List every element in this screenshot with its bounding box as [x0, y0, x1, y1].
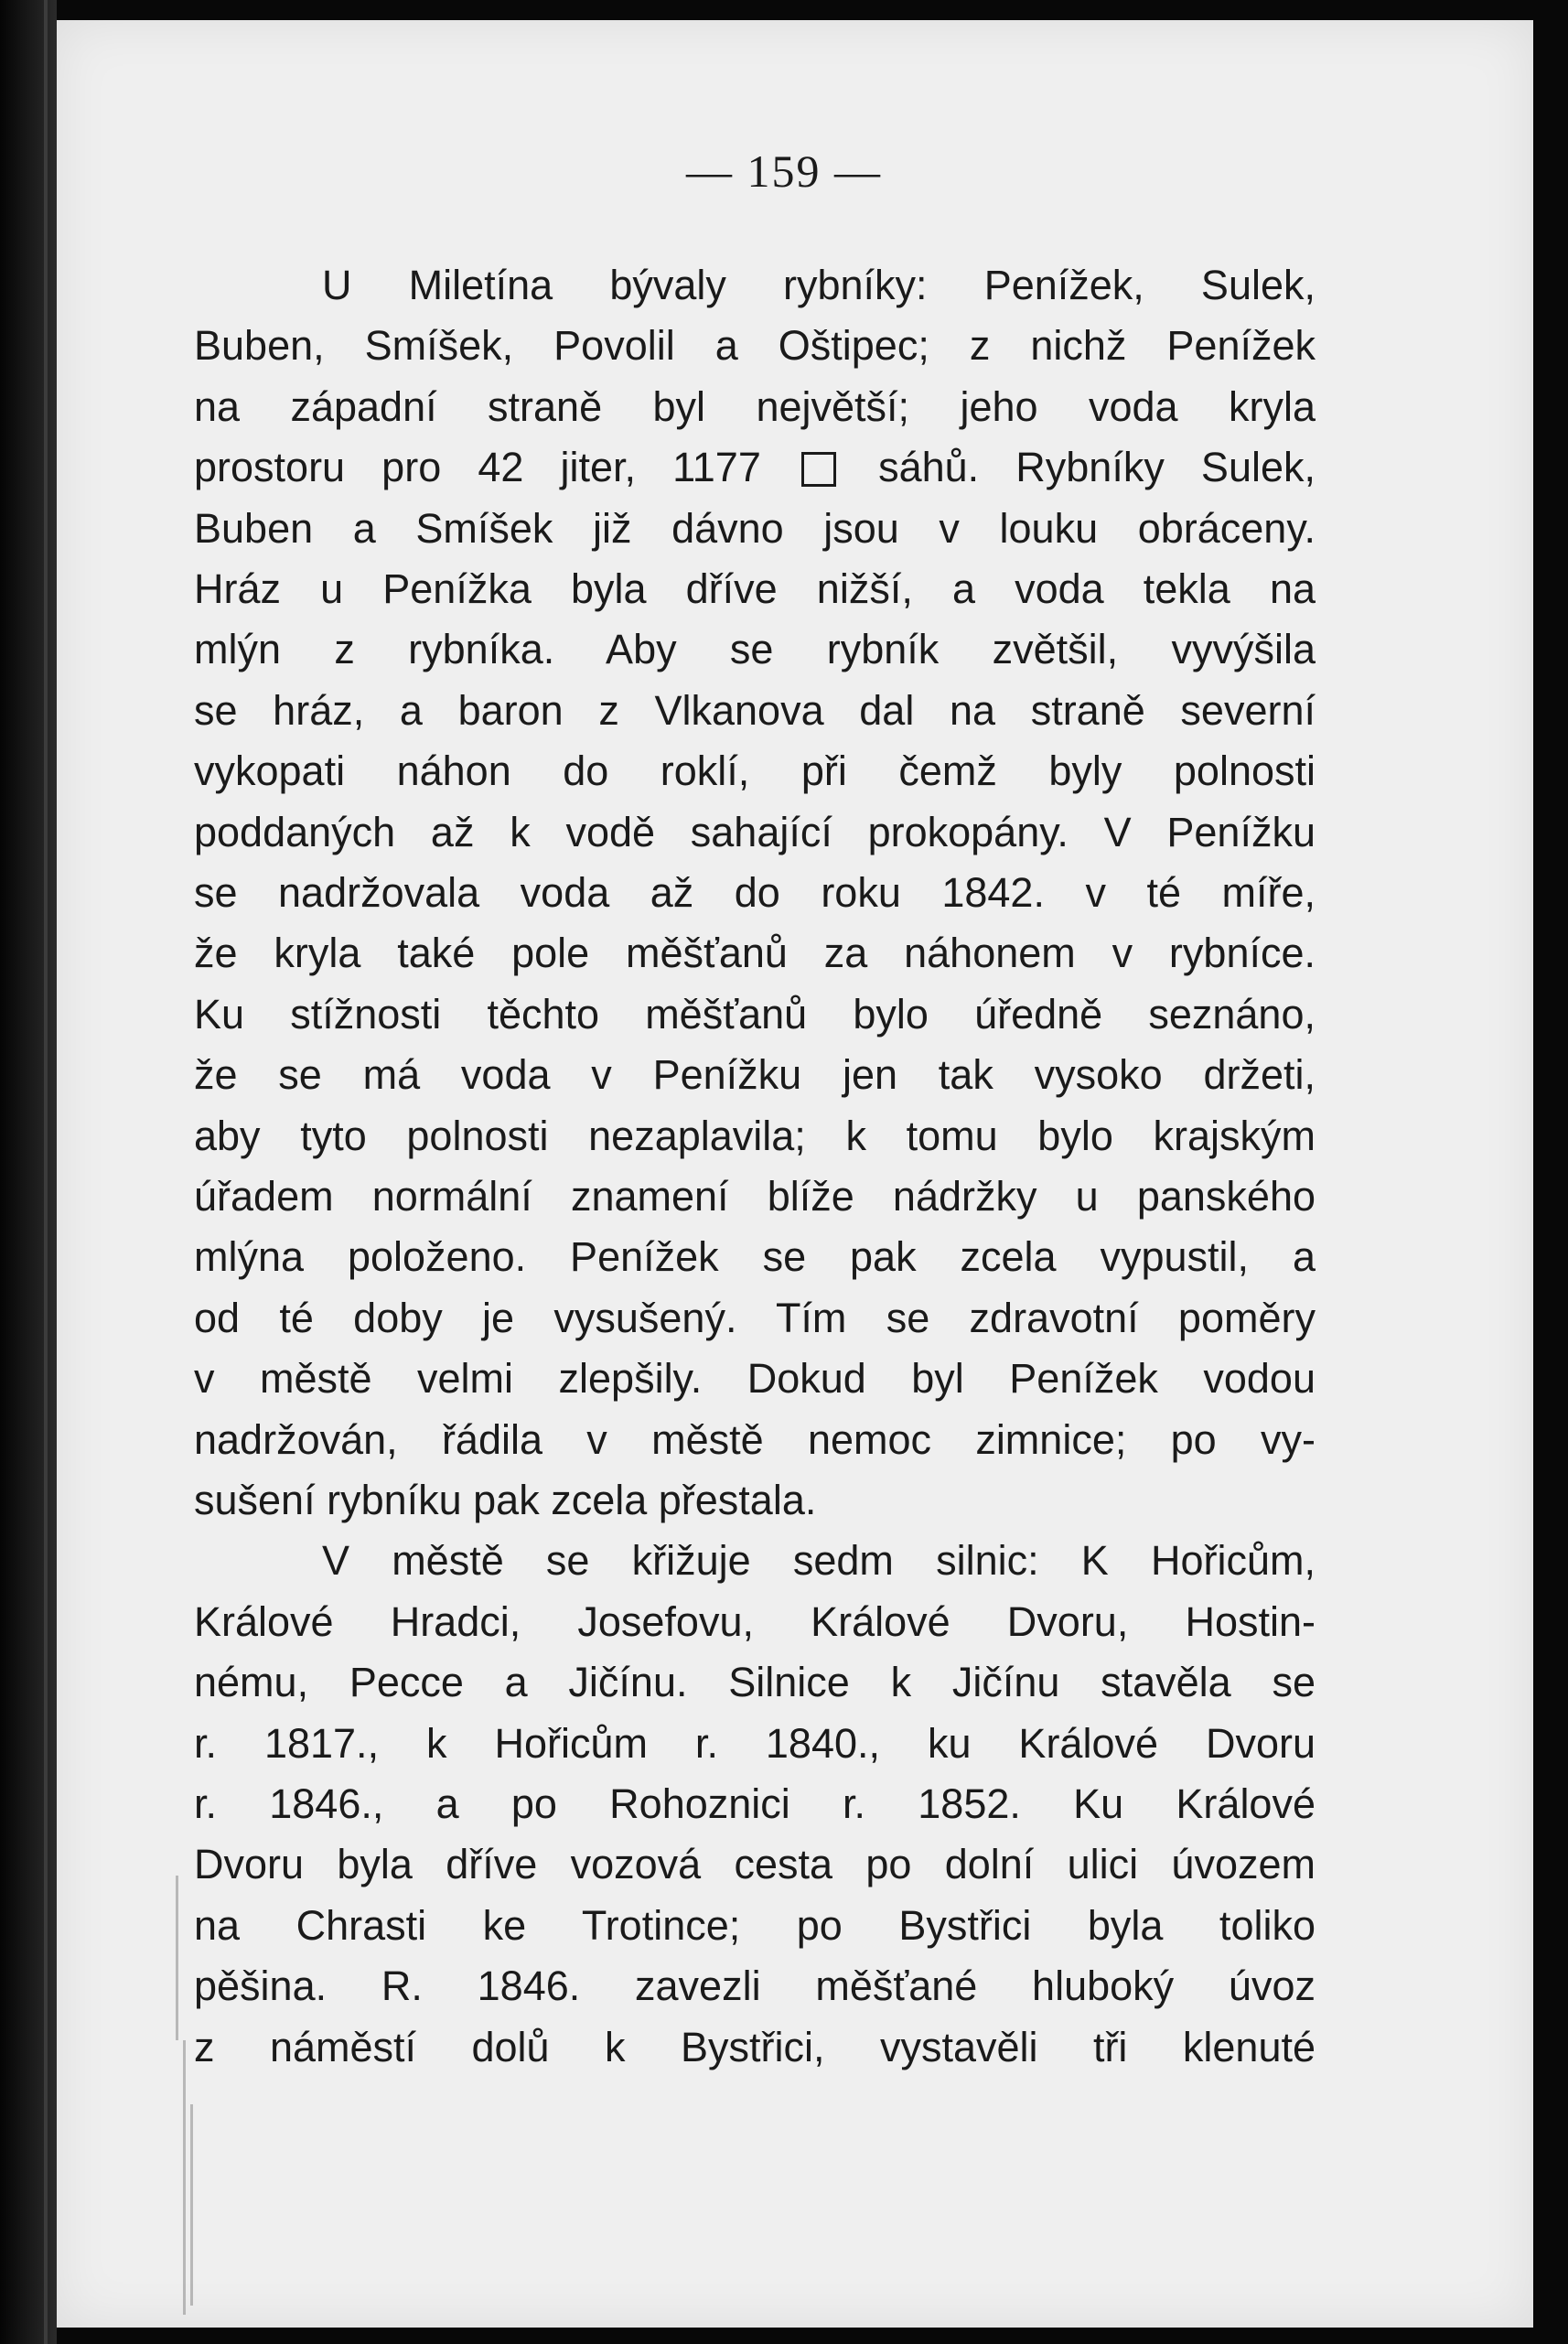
text-line: Dvoru byla dříve vozová cesta po dolní ulici úvozem — [194, 1841, 1316, 1887]
text-line: mlýna položeno. Penížek se pak zcela vypustil, a — [194, 1233, 1316, 1280]
text-line: úřadem normální znamení blíže nádržky u panského — [194, 1173, 1316, 1220]
text-line: v městě velmi zlepšily. Dokud byl Penížek vodou — [194, 1355, 1316, 1402]
text-line: Buben a Smíšek již dávno jsou v louku obráceny. — [194, 505, 1316, 552]
text-line: od té doby je vysušený. Tím se zdravotní poměry — [194, 1295, 1316, 1341]
text-line: na Chrasti ke Trotince; po Bystřici byla toliko — [194, 1902, 1316, 1949]
text-line: vykopati náhon do roklí, při čemž byly polnosti — [194, 747, 1316, 794]
text-line: z náměstí dolů k Bystřici, vystavěli tři klenuté — [194, 2024, 1316, 2070]
spine-line — [44, 0, 48, 2344]
text-line: že kryla také pole měšťanů za náhonem v rybníce. — [194, 930, 1316, 976]
text-line: se hráz, a baron z Vlkanova dal na straně severní — [194, 687, 1316, 734]
margin-pencil-mark — [176, 1876, 178, 2040]
text-line: nadržován, řádila v městě nemoc zimnice; po vy- — [194, 1416, 1316, 1463]
text-line: aby tyto polnosti nezaplavila; k tomu bylo krajským — [194, 1113, 1316, 1159]
page-number: — 159 — — [686, 145, 882, 197]
text-line: poddaných až k vodě sahající prokopány. V Penížku — [194, 809, 1316, 855]
text-line: že se má voda v Penížku jen tak vysoko držeti, — [194, 1051, 1316, 1098]
text-line: mlýn z rybníka. Aby se rybník zvětšil, vyvýšila — [194, 626, 1316, 672]
text-line: Hráz u Penížka byla dříve nižší, a voda tekla na — [194, 565, 1316, 612]
text-line: r. 1817., k Hořicům r. 1840., ku Králové Dvoru — [194, 1720, 1316, 1767]
text-line: nému, Pecce a Jičínu. Silnice k Jičínu stavěla se — [194, 1659, 1316, 1705]
text-line: na západní straně byl největší; jeho voda kryla — [194, 383, 1316, 430]
margin-pencil-mark — [183, 2040, 186, 2315]
text-line: Králové Hradci, Josefovu, Králové Dvoru, Hostin- — [194, 1598, 1316, 1645]
text-line — [194, 440, 1316, 495]
text-line: V městě se křižuje sedm silnic: K Hořicům, — [322, 1537, 1316, 1584]
text-fragment: sáhů. Rybníky Sulek, — [878, 444, 1316, 490]
square-measure-icon — [801, 452, 836, 487]
text-fragment: prostoru pro 42 jiter, 1177 — [194, 444, 761, 490]
text-line: sušení rybníku pak zcela přestala. — [194, 1477, 817, 1523]
book-binding-edge — [0, 0, 57, 2344]
text-line: Ku stížnosti těchto měšťanů bylo úředně seznáno, — [194, 991, 1316, 1038]
text-line: pěšina. R. 1846. zavezli měšťané hluboký úvoz — [194, 1962, 1316, 2009]
text-line: U Miletína bývaly rybníky: Penížek, Sulek, — [322, 262, 1316, 308]
text-line: se nadržovala voda až do roku 1842. v té míře, — [194, 869, 1316, 916]
margin-pencil-mark — [190, 2104, 193, 2306]
text-line: r. 1846., a po Rohoznici r. 1852. Ku Králové — [194, 1780, 1316, 1827]
text-line: Buben, Smíšek, Povolil a Oštipec; z nichž Penížek — [194, 322, 1316, 369]
